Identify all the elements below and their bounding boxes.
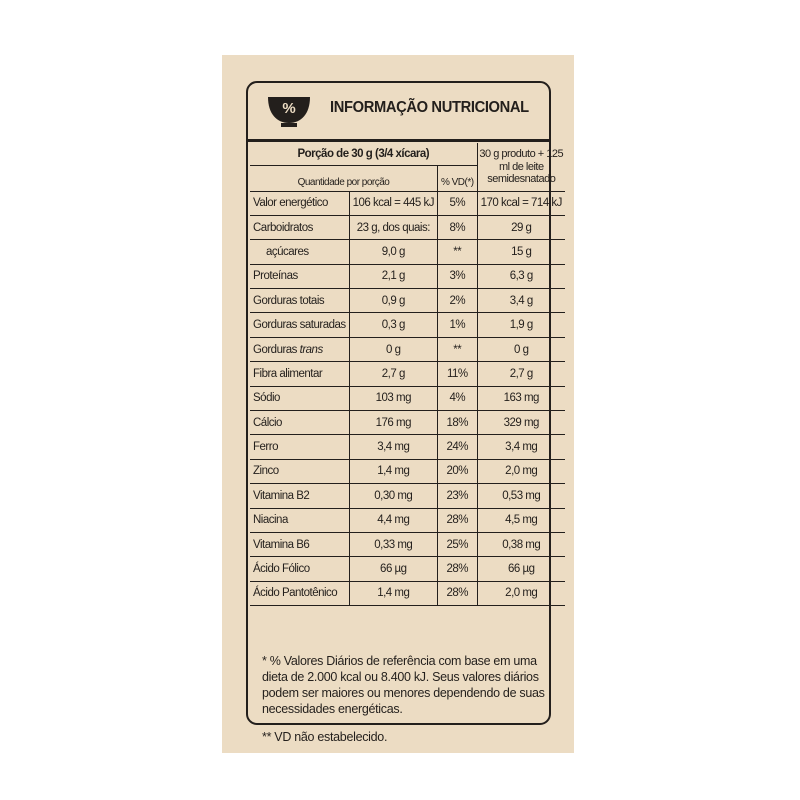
nutrient-with-milk: 329 mg (477, 411, 565, 435)
nutrient-name: Vitamina B2 (250, 484, 349, 508)
nutrient-quantity: 4,4 mg (349, 508, 437, 532)
label-header (248, 83, 549, 139)
nutrient-name: Sódio (250, 386, 349, 410)
nutrient-vd: 11% (437, 362, 477, 386)
nutrient-with-milk: 0,53 mg (477, 484, 565, 508)
nutrient-vd: 8% (437, 215, 477, 239)
nutrient-quantity: 0 g (349, 337, 437, 361)
nutrient-quantity: 103 mg (349, 386, 437, 410)
table-row (250, 337, 565, 361)
nutrient-with-milk: 6,3 g (477, 264, 565, 288)
nutrient-vd: 3% (437, 264, 477, 288)
table-row (250, 215, 565, 239)
nutrient-quantity: 176 mg (349, 411, 437, 435)
nutrient-name: Gorduras totais (250, 289, 349, 313)
table-row (250, 386, 565, 410)
na-footnote: ** VD não estabelecido. (262, 730, 388, 744)
table-row (250, 581, 565, 605)
quantity-header: Quantidade por porção (250, 165, 437, 191)
nutrient-vd: 28% (437, 508, 477, 532)
table-row (250, 532, 565, 556)
nutrient-quantity: 23 g, dos quais: (349, 215, 437, 239)
nutrient-vd: 20% (437, 459, 477, 483)
table-row (250, 411, 565, 435)
nutrient-with-milk: 1,9 g (477, 313, 565, 337)
nutrient-name: Cálcio (250, 411, 349, 435)
nutrient-quantity: 1,4 mg (349, 581, 437, 605)
nutrient-quantity: 0,30 mg (349, 484, 437, 508)
nutrient-with-milk: 0,38 mg (477, 532, 565, 556)
table-row (250, 313, 565, 337)
nutrient-vd: 25% (437, 532, 477, 556)
nutrition-label-card (222, 55, 574, 753)
nutrient-vd: 23% (437, 484, 477, 508)
nutrient-with-milk: 66 µg (477, 557, 565, 581)
nutrient-quantity: 2,1 g (349, 264, 437, 288)
nutrient-name: Gorduras trans (250, 337, 349, 361)
nutrient-vd: 1% (437, 313, 477, 337)
milk-column-header: 30 g produto + 125 ml de leite semidesnatado (477, 143, 565, 191)
nutrient-vd: ** (437, 240, 477, 264)
nutrient-vd: 28% (437, 581, 477, 605)
nutrient-with-milk: 15 g (477, 240, 565, 264)
nutrient-with-milk: 163 mg (477, 386, 565, 410)
nutrient-vd: 24% (437, 435, 477, 459)
vd-footnote: * % Valores Diários de referência com base em uma dieta de 2.000 kcal ou 8.400 kJ. Seus valores diários podem ser maiores ou menores dependendo de suas necessidades energéticas. (262, 654, 545, 716)
label-title: INFORMAÇÃO NUTRICIONAL (330, 99, 529, 116)
table-row (250, 557, 565, 581)
nutrient-name: açúcares (250, 240, 349, 264)
portion-size: Porção de 30 g (3/4 xícara) (250, 143, 477, 165)
nutrient-quantity: 9,0 g (349, 240, 437, 264)
nutrient-quantity: 0,33 mg (349, 532, 437, 556)
nutrient-name: Fibra alimentar (250, 362, 349, 386)
nutrient-name: Vitamina B6 (250, 532, 349, 556)
nutrient-with-milk: 2,7 g (477, 362, 565, 386)
header-divider (248, 139, 549, 142)
table-row (250, 435, 565, 459)
nutrient-with-milk: 2,0 mg (477, 459, 565, 483)
nutrient-vd: 5% (437, 191, 477, 215)
nutrient-name: Ácido Pantotênico (250, 581, 349, 605)
nutrition-table (250, 143, 565, 606)
nutrient-vd: 28% (437, 557, 477, 581)
nutrient-quantity: 106 kcal = 445 kJ (349, 191, 437, 215)
vd-header: % VD(*) (437, 165, 477, 191)
nutrient-quantity: 0,9 g (349, 289, 437, 313)
nutrient-with-milk: 170 kcal = 714 kJ (477, 191, 565, 215)
table-row (250, 289, 565, 313)
nutrient-vd: 4% (437, 386, 477, 410)
table-row (250, 264, 565, 288)
nutrient-quantity: 2,7 g (349, 362, 437, 386)
nutrient-name: Carboidratos (250, 215, 349, 239)
nutrient-name: Gorduras saturadas (250, 313, 349, 337)
table-row (250, 508, 565, 532)
nutrient-name: Ferro (250, 435, 349, 459)
nutrient-quantity: 3,4 mg (349, 435, 437, 459)
table-row (250, 459, 565, 483)
svg-text:%: % (282, 100, 296, 117)
nutrient-quantity: 0,3 g (349, 313, 437, 337)
nutrient-vd: 2% (437, 289, 477, 313)
nutrient-with-milk: 2,0 mg (477, 581, 565, 605)
nutrient-name: Valor energético (250, 191, 349, 215)
nutrient-with-milk: 0 g (477, 337, 565, 361)
table-row (250, 191, 565, 215)
table-row (250, 240, 565, 264)
nutrient-quantity: 66 µg (349, 557, 437, 581)
nutrient-vd: 18% (437, 411, 477, 435)
nutrient-name: Niacina (250, 508, 349, 532)
nutrient-with-milk: 3,4 mg (477, 435, 565, 459)
nutrient-vd: ** (437, 337, 477, 361)
nutrient-with-milk: 29 g (477, 215, 565, 239)
nutrient-name: Proteínas (250, 264, 349, 288)
nutrition-label-frame (246, 81, 564, 744)
nutrient-name: Zinco (250, 459, 349, 483)
percent-bowl-icon (267, 96, 311, 128)
nutrient-quantity: 1,4 mg (349, 459, 437, 483)
nutrient-name: Ácido Fólico (250, 557, 349, 581)
table-row (250, 362, 565, 386)
nutrient-with-milk: 3,4 g (477, 289, 565, 313)
nutrient-with-milk: 4,5 mg (477, 508, 565, 532)
table-row (250, 484, 565, 508)
